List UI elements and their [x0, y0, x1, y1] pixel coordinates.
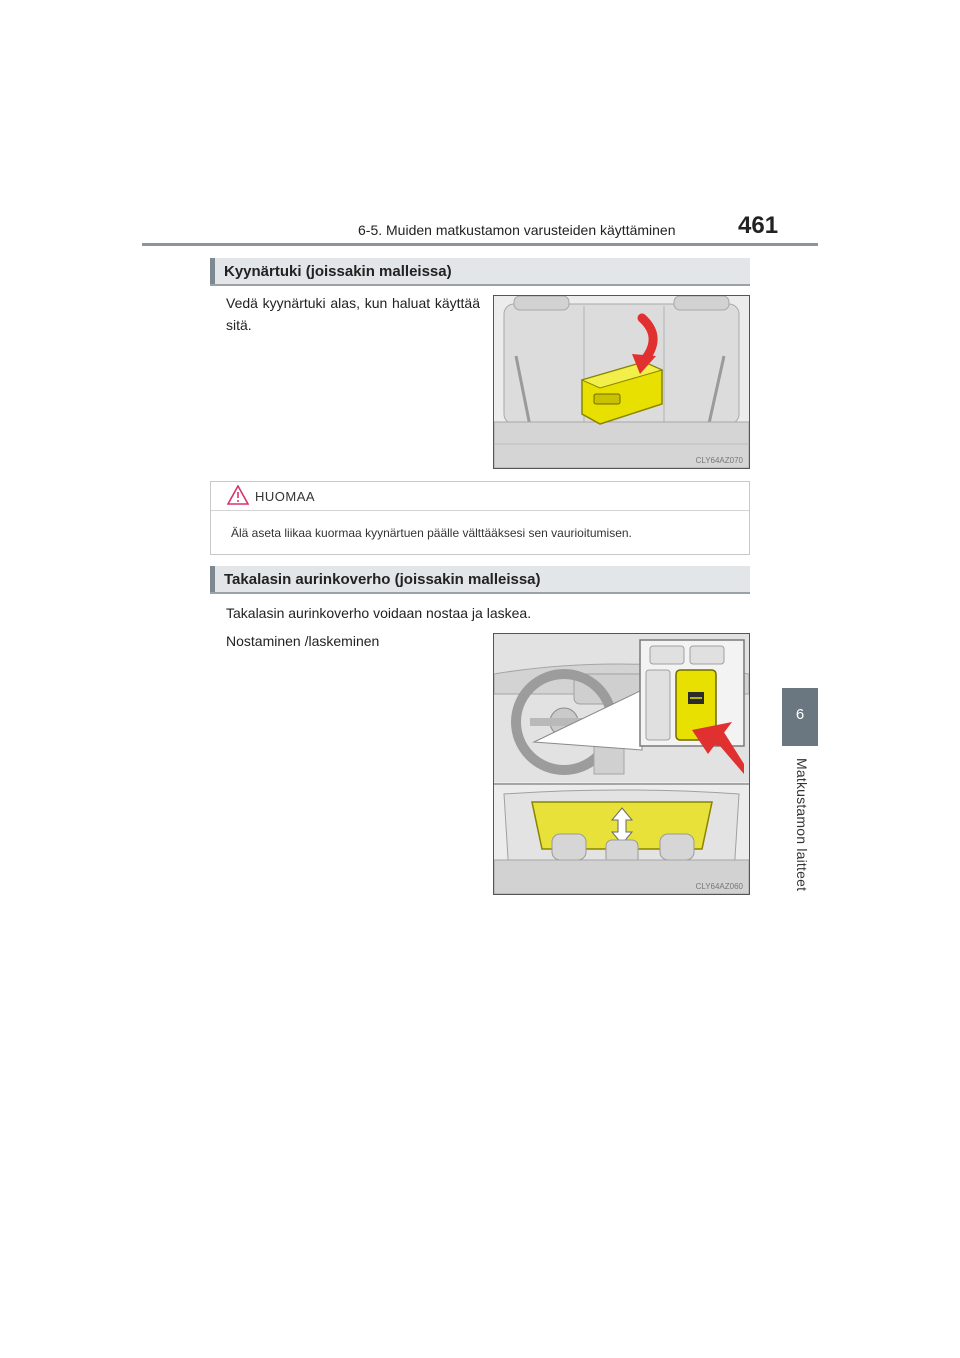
heading-bar [210, 258, 215, 284]
header-rule [142, 243, 818, 246]
armrest-instruction: Vedä kyynärtuki alas, kun haluat käyttää sitä. [226, 295, 480, 333]
armrest-illustration [494, 296, 749, 468]
figure-code: CLY64AZ060 [695, 882, 743, 891]
section-heading-text: Kyynärtuki (joissakin malleissa) [224, 263, 452, 280]
section-heading-armrest [210, 258, 750, 286]
chapter-label: Matkustamon laitteet [794, 758, 810, 892]
notice-title: HUOMAA [255, 489, 316, 504]
notice-box [210, 481, 750, 555]
header-title: 6-5. Muiden matkustamon varusteiden käyttäminen [358, 222, 676, 238]
chapter-number: 6 [795, 706, 805, 723]
heading-bar [210, 566, 215, 592]
sunshade-illustration [494, 634, 749, 894]
figure-code: CLY64AZ070 [695, 456, 743, 465]
warning-icon [227, 485, 249, 505]
sunshade-operation-label: Nostaminen /laskeminen [226, 633, 380, 649]
armrest-figure [493, 295, 750, 469]
section-heading-sunshade [210, 566, 750, 594]
notice-text: Älä aseta liikaa kuormaa kyynärtuen päälle välttääksesi sen vaurioitumisen. [231, 526, 632, 540]
page-number: 461 [738, 212, 779, 239]
notice-divider [211, 510, 749, 511]
section-heading-text: Takalasin aurinkoverho (joissakin malleissa) [224, 571, 541, 588]
sunshade-description: Takalasin aurinkoverho voidaan nostaa ja laskea. [226, 605, 532, 621]
sunshade-figure [493, 633, 750, 895]
